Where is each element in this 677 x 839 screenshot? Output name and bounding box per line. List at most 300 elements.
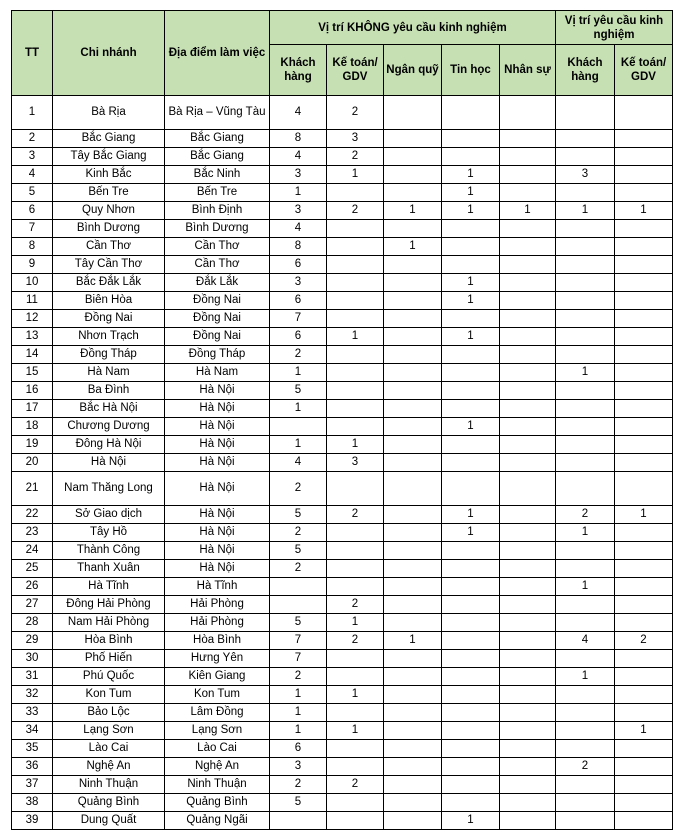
cell-nhan-su <box>500 220 556 238</box>
table-row <box>12 148 673 166</box>
cell-exp-khach-hang <box>556 794 615 812</box>
table-row <box>12 382 673 400</box>
header-tin-hoc: Tin học <box>442 45 500 96</box>
header-nhan-su: Nhân sự <box>500 45 556 96</box>
cell-location: Bà Rịa – Vũng Tàu <box>165 96 270 130</box>
cell-nhan-su <box>500 364 556 382</box>
cell-branch: Phú Quốc <box>53 668 165 686</box>
cell-tin-hoc: 1 <box>442 184 500 202</box>
cell-exp-khach-hang: 1 <box>556 668 615 686</box>
cell-tin-hoc <box>442 560 500 578</box>
cell-tin-hoc <box>442 400 500 418</box>
cell-ke-toan-gdv: 1 <box>327 166 384 184</box>
cell-tt: 29 <box>12 632 53 650</box>
cell-exp-khach-hang <box>556 292 615 310</box>
cell-tt: 11 <box>12 292 53 310</box>
cell-exp-ke-toan-gdv <box>615 596 673 614</box>
cell-tt: 37 <box>12 776 53 794</box>
cell-ngan-quy: 1 <box>384 632 442 650</box>
cell-exp-khach-hang: 4 <box>556 632 615 650</box>
cell-nhan-su <box>500 310 556 328</box>
cell-location: Hưng Yên <box>165 650 270 668</box>
cell-exp-ke-toan-gdv <box>615 454 673 472</box>
cell-khach-hang: 5 <box>270 542 327 560</box>
cell-ngan-quy <box>384 812 442 830</box>
table-row <box>12 632 673 650</box>
cell-nhan-su <box>500 274 556 292</box>
cell-ngan-quy: 1 <box>384 238 442 256</box>
cell-ke-toan-gdv: 2 <box>327 96 384 130</box>
cell-ke-toan-gdv <box>327 704 384 722</box>
cell-tt: 33 <box>12 704 53 722</box>
cell-nhan-su <box>500 632 556 650</box>
cell-tt: 10 <box>12 274 53 292</box>
cell-exp-ke-toan-gdv <box>615 614 673 632</box>
cell-location: Hà Nội <box>165 472 270 506</box>
cell-exp-khach-hang: 1 <box>556 524 615 542</box>
cell-exp-ke-toan-gdv <box>615 668 673 686</box>
cell-location: Hải Phòng <box>165 614 270 632</box>
cell-exp-khach-hang <box>556 130 615 148</box>
cell-exp-ke-toan-gdv <box>615 130 673 148</box>
cell-exp-ke-toan-gdv <box>615 274 673 292</box>
cell-exp-khach-hang: 2 <box>556 506 615 524</box>
cell-branch: Tây Bắc Giang <box>53 148 165 166</box>
cell-ngan-quy <box>384 418 442 436</box>
cell-tt: 7 <box>12 220 53 238</box>
cell-exp-ke-toan-gdv: 2 <box>615 632 673 650</box>
cell-tin-hoc <box>442 794 500 812</box>
cell-ke-toan-gdv <box>327 650 384 668</box>
cell-nhan-su <box>500 400 556 418</box>
cell-exp-khach-hang <box>556 740 615 758</box>
cell-nhan-su <box>500 722 556 740</box>
table-row <box>12 524 673 542</box>
cell-ngan-quy <box>384 130 442 148</box>
cell-exp-ke-toan-gdv <box>615 400 673 418</box>
cell-khach-hang: 2 <box>270 668 327 686</box>
cell-location: Bình Dương <box>165 220 270 238</box>
cell-nhan-su <box>500 794 556 812</box>
cell-khach-hang: 3 <box>270 758 327 776</box>
cell-ke-toan-gdv: 2 <box>327 596 384 614</box>
table-row <box>12 650 673 668</box>
header-exp-ke-toan-gdv: Kế toán/ GDV <box>615 45 673 96</box>
cell-exp-ke-toan-gdv <box>615 166 673 184</box>
cell-exp-ke-toan-gdv <box>615 382 673 400</box>
cell-exp-ke-toan-gdv <box>615 238 673 256</box>
cell-ngan-quy <box>384 524 442 542</box>
cell-tt: 18 <box>12 418 53 436</box>
cell-khach-hang: 2 <box>270 560 327 578</box>
cell-exp-khach-hang: 1 <box>556 578 615 596</box>
cell-tin-hoc <box>442 96 500 130</box>
cell-tin-hoc <box>442 436 500 454</box>
cell-nhan-su <box>500 346 556 364</box>
cell-ke-toan-gdv <box>327 524 384 542</box>
cell-khach-hang: 2 <box>270 524 327 542</box>
cell-branch: Bắc Hà Nội <box>53 400 165 418</box>
cell-ke-toan-gdv: 1 <box>327 436 384 454</box>
cell-nhan-su <box>500 418 556 436</box>
cell-location: Bến Tre <box>165 184 270 202</box>
cell-nhan-su <box>500 686 556 704</box>
cell-ngan-quy <box>384 220 442 238</box>
cell-branch: Kon Tum <box>53 686 165 704</box>
recruitment-table <box>11 10 673 830</box>
cell-exp-ke-toan-gdv <box>615 148 673 166</box>
cell-location: Bắc Ninh <box>165 166 270 184</box>
cell-location: Lạng Sơn <box>165 722 270 740</box>
cell-nhan-su <box>500 436 556 454</box>
cell-exp-ke-toan-gdv <box>615 524 673 542</box>
cell-ke-toan-gdv: 3 <box>327 130 384 148</box>
cell-ngan-quy <box>384 364 442 382</box>
cell-ke-toan-gdv <box>327 812 384 830</box>
table-row <box>12 220 673 238</box>
table-row <box>12 364 673 382</box>
cell-tt: 31 <box>12 668 53 686</box>
cell-location: Hà Nội <box>165 436 270 454</box>
table-row <box>12 328 673 346</box>
cell-location: Hòa Bình <box>165 632 270 650</box>
cell-exp-khach-hang <box>556 310 615 328</box>
cell-exp-ke-toan-gdv <box>615 776 673 794</box>
cell-branch: Bảo Lộc <box>53 704 165 722</box>
cell-ke-toan-gdv: 1 <box>327 614 384 632</box>
table-row <box>12 346 673 364</box>
cell-branch: Phố Hiến <box>53 650 165 668</box>
table-row <box>12 400 673 418</box>
cell-ngan-quy <box>384 166 442 184</box>
cell-khach-hang <box>270 418 327 436</box>
cell-exp-khach-hang <box>556 650 615 668</box>
cell-ngan-quy <box>384 310 442 328</box>
cell-tt: 35 <box>12 740 53 758</box>
cell-tin-hoc <box>442 148 500 166</box>
cell-exp-khach-hang <box>556 256 615 274</box>
cell-tt: 28 <box>12 614 53 632</box>
cell-khach-hang: 2 <box>270 776 327 794</box>
cell-exp-khach-hang <box>556 96 615 130</box>
cell-khach-hang: 7 <box>270 632 327 650</box>
cell-exp-khach-hang: 2 <box>556 758 615 776</box>
cell-branch: Nhơn Trạch <box>53 328 165 346</box>
cell-ngan-quy <box>384 614 442 632</box>
cell-branch: Ninh Thuận <box>53 776 165 794</box>
cell-tt: 4 <box>12 166 53 184</box>
table-row <box>12 596 673 614</box>
cell-location: Hà Nội <box>165 400 270 418</box>
cell-exp-khach-hang <box>556 400 615 418</box>
table-row <box>12 776 673 794</box>
cell-location: Bắc Giang <box>165 130 270 148</box>
table-body <box>12 96 673 830</box>
cell-exp-khach-hang <box>556 722 615 740</box>
cell-location: Nghệ An <box>165 758 270 776</box>
cell-exp-khach-hang <box>556 184 615 202</box>
cell-exp-ke-toan-gdv <box>615 740 673 758</box>
cell-khach-hang: 1 <box>270 364 327 382</box>
cell-nhan-su <box>500 256 556 274</box>
table-row <box>12 292 673 310</box>
cell-khach-hang: 5 <box>270 614 327 632</box>
cell-ke-toan-gdv <box>327 794 384 812</box>
cell-ngan-quy <box>384 668 442 686</box>
cell-ngan-quy <box>384 400 442 418</box>
cell-tt: 22 <box>12 506 53 524</box>
table-row <box>12 436 673 454</box>
cell-location: Quảng Bình <box>165 794 270 812</box>
cell-location: Hà Tĩnh <box>165 578 270 596</box>
cell-tt: 5 <box>12 184 53 202</box>
table-row <box>12 812 673 830</box>
cell-ke-toan-gdv <box>327 364 384 382</box>
cell-tt: 36 <box>12 758 53 776</box>
cell-ngan-quy <box>384 292 442 310</box>
cell-exp-ke-toan-gdv <box>615 346 673 364</box>
cell-location: Đồng Nai <box>165 292 270 310</box>
table-row <box>12 454 673 472</box>
cell-ngan-quy <box>384 758 442 776</box>
table-row <box>12 274 673 292</box>
cell-exp-khach-hang <box>556 542 615 560</box>
cell-branch: Dung Quất <box>53 812 165 830</box>
cell-nhan-su <box>500 166 556 184</box>
cell-ngan-quy <box>384 542 442 560</box>
cell-exp-ke-toan-gdv <box>615 560 673 578</box>
cell-nhan-su <box>500 650 556 668</box>
cell-exp-khach-hang <box>556 614 615 632</box>
table-row <box>12 794 673 812</box>
cell-branch: Đồng Tháp <box>53 346 165 364</box>
cell-exp-ke-toan-gdv <box>615 578 673 596</box>
cell-khach-hang: 1 <box>270 704 327 722</box>
cell-ngan-quy <box>384 704 442 722</box>
header-location: Địa điểm làm việc <box>165 11 270 96</box>
cell-ke-toan-gdv: 1 <box>327 328 384 346</box>
cell-location: Hà Nội <box>165 382 270 400</box>
cell-location: Hải Phòng <box>165 596 270 614</box>
cell-ke-toan-gdv <box>327 274 384 292</box>
cell-branch: Bến Tre <box>53 184 165 202</box>
cell-tt: 26 <box>12 578 53 596</box>
cell-exp-ke-toan-gdv <box>615 310 673 328</box>
cell-ngan-quy <box>384 472 442 506</box>
cell-khach-hang: 4 <box>270 96 327 130</box>
cell-location: Bắc Giang <box>165 148 270 166</box>
cell-tt: 12 <box>12 310 53 328</box>
cell-ke-toan-gdv <box>327 542 384 560</box>
cell-branch: Bắc Đắk Lắk <box>53 274 165 292</box>
cell-nhan-su <box>500 596 556 614</box>
cell-khach-hang <box>270 812 327 830</box>
cell-branch: Nam Thăng Long <box>53 472 165 506</box>
table-row <box>12 686 673 704</box>
cell-tin-hoc: 1 <box>442 166 500 184</box>
cell-tin-hoc <box>442 238 500 256</box>
cell-branch: Bình Dương <box>53 220 165 238</box>
cell-exp-ke-toan-gdv <box>615 650 673 668</box>
cell-exp-ke-toan-gdv <box>615 758 673 776</box>
header-row-1 <box>12 11 673 45</box>
cell-ke-toan-gdv <box>327 256 384 274</box>
cell-nhan-su <box>500 776 556 794</box>
cell-location: Hà Nội <box>165 506 270 524</box>
cell-ke-toan-gdv: 2 <box>327 632 384 650</box>
cell-branch: Lạng Sơn <box>53 722 165 740</box>
cell-tin-hoc: 1 <box>442 812 500 830</box>
cell-ngan-quy <box>384 148 442 166</box>
table-row <box>12 166 673 184</box>
cell-khach-hang: 8 <box>270 130 327 148</box>
cell-exp-khach-hang <box>556 596 615 614</box>
table-row <box>12 310 673 328</box>
cell-exp-ke-toan-gdv <box>615 472 673 506</box>
cell-exp-ke-toan-gdv <box>615 704 673 722</box>
cell-khach-hang: 7 <box>270 650 327 668</box>
cell-location: Lâm Đồng <box>165 704 270 722</box>
cell-ke-toan-gdv <box>327 578 384 596</box>
cell-ngan-quy <box>384 794 442 812</box>
cell-branch: Quy Nhơn <box>53 202 165 220</box>
cell-branch: Bà Rịa <box>53 96 165 130</box>
cell-tt: 27 <box>12 596 53 614</box>
cell-ngan-quy <box>384 596 442 614</box>
cell-location: Lào Cai <box>165 740 270 758</box>
cell-location: Kiên Giang <box>165 668 270 686</box>
cell-exp-khach-hang <box>556 560 615 578</box>
cell-ke-toan-gdv: 3 <box>327 454 384 472</box>
header-ngan-quy: Ngân quỹ <box>384 45 442 96</box>
cell-branch: Đông Hải Phòng <box>53 596 165 614</box>
cell-ke-toan-gdv <box>327 184 384 202</box>
cell-ke-toan-gdv <box>327 418 384 436</box>
cell-ngan-quy <box>384 96 442 130</box>
table-row <box>12 668 673 686</box>
cell-tin-hoc <box>442 364 500 382</box>
cell-tt: 9 <box>12 256 53 274</box>
cell-ngan-quy <box>384 686 442 704</box>
cell-ke-toan-gdv: 2 <box>327 148 384 166</box>
cell-tin-hoc <box>442 256 500 274</box>
cell-khach-hang <box>270 578 327 596</box>
cell-nhan-su <box>500 472 556 506</box>
header-group-experience: Vị trí yêu cầu kinh nghiệm <box>556 11 673 45</box>
cell-tin-hoc <box>442 650 500 668</box>
cell-khach-hang: 2 <box>270 346 327 364</box>
cell-nhan-su <box>500 614 556 632</box>
cell-exp-ke-toan-gdv: 1 <box>615 506 673 524</box>
cell-khach-hang: 1 <box>270 436 327 454</box>
cell-tin-hoc <box>442 704 500 722</box>
cell-nhan-su: 1 <box>500 202 556 220</box>
cell-khach-hang: 5 <box>270 794 327 812</box>
cell-khach-hang: 1 <box>270 722 327 740</box>
cell-nhan-su <box>500 328 556 346</box>
cell-khach-hang: 5 <box>270 506 327 524</box>
table-row <box>12 542 673 560</box>
cell-branch: Biên Hòa <box>53 292 165 310</box>
cell-tin-hoc <box>442 686 500 704</box>
cell-exp-ke-toan-gdv <box>615 220 673 238</box>
cell-khach-hang: 1 <box>270 686 327 704</box>
cell-branch: Sở Giao dịch <box>53 506 165 524</box>
cell-exp-ke-toan-gdv <box>615 418 673 436</box>
cell-branch: Thanh Xuân <box>53 560 165 578</box>
cell-exp-ke-toan-gdv <box>615 184 673 202</box>
cell-tin-hoc: 1 <box>442 202 500 220</box>
cell-khach-hang: 6 <box>270 328 327 346</box>
cell-nhan-su <box>500 96 556 130</box>
cell-nhan-su <box>500 148 556 166</box>
cell-branch: Hà Nam <box>53 364 165 382</box>
header-khach-hang: Khách hàng <box>270 45 327 96</box>
cell-khach-hang: 6 <box>270 740 327 758</box>
cell-location: Đồng Tháp <box>165 346 270 364</box>
cell-tin-hoc <box>442 130 500 148</box>
cell-branch: Thành Công <box>53 542 165 560</box>
cell-exp-khach-hang <box>556 148 615 166</box>
table-row <box>12 704 673 722</box>
cell-khach-hang: 1 <box>270 184 327 202</box>
cell-exp-ke-toan-gdv <box>615 328 673 346</box>
cell-nhan-su <box>500 238 556 256</box>
cell-location: Đồng Nai <box>165 310 270 328</box>
cell-exp-khach-hang <box>556 704 615 722</box>
cell-exp-ke-toan-gdv <box>615 256 673 274</box>
cell-nhan-su <box>500 560 556 578</box>
cell-ke-toan-gdv <box>327 758 384 776</box>
cell-ke-toan-gdv <box>327 292 384 310</box>
cell-ngan-quy <box>384 454 442 472</box>
cell-branch: Hà Tĩnh <box>53 578 165 596</box>
cell-location: Đồng Nai <box>165 328 270 346</box>
cell-tt: 13 <box>12 328 53 346</box>
cell-tin-hoc <box>442 220 500 238</box>
cell-ke-toan-gdv <box>327 400 384 418</box>
cell-khach-hang: 3 <box>270 274 327 292</box>
cell-branch: Đồng Nai <box>53 310 165 328</box>
cell-khach-hang: 3 <box>270 166 327 184</box>
cell-branch: Nghệ An <box>53 758 165 776</box>
cell-exp-khach-hang <box>556 346 615 364</box>
cell-nhan-su <box>500 292 556 310</box>
cell-tin-hoc: 1 <box>442 292 500 310</box>
cell-ke-toan-gdv <box>327 668 384 686</box>
cell-branch: Đông Hà Nội <box>53 436 165 454</box>
table-row <box>12 184 673 202</box>
cell-ke-toan-gdv <box>327 560 384 578</box>
cell-exp-khach-hang: 3 <box>556 166 615 184</box>
cell-location: Cần Thơ <box>165 238 270 256</box>
cell-exp-ke-toan-gdv <box>615 436 673 454</box>
table-row <box>12 560 673 578</box>
cell-tt: 8 <box>12 238 53 256</box>
cell-tt: 32 <box>12 686 53 704</box>
cell-branch: Kinh Bắc <box>53 166 165 184</box>
cell-tin-hoc: 1 <box>442 274 500 292</box>
cell-tin-hoc: 1 <box>442 506 500 524</box>
cell-location: Hà Nội <box>165 454 270 472</box>
cell-nhan-su <box>500 812 556 830</box>
cell-ke-toan-gdv <box>327 472 384 506</box>
cell-exp-khach-hang <box>556 418 615 436</box>
cell-tin-hoc <box>442 578 500 596</box>
table-row <box>12 256 673 274</box>
cell-location: Hà Nội <box>165 418 270 436</box>
recruitment-table-container <box>11 10 673 830</box>
